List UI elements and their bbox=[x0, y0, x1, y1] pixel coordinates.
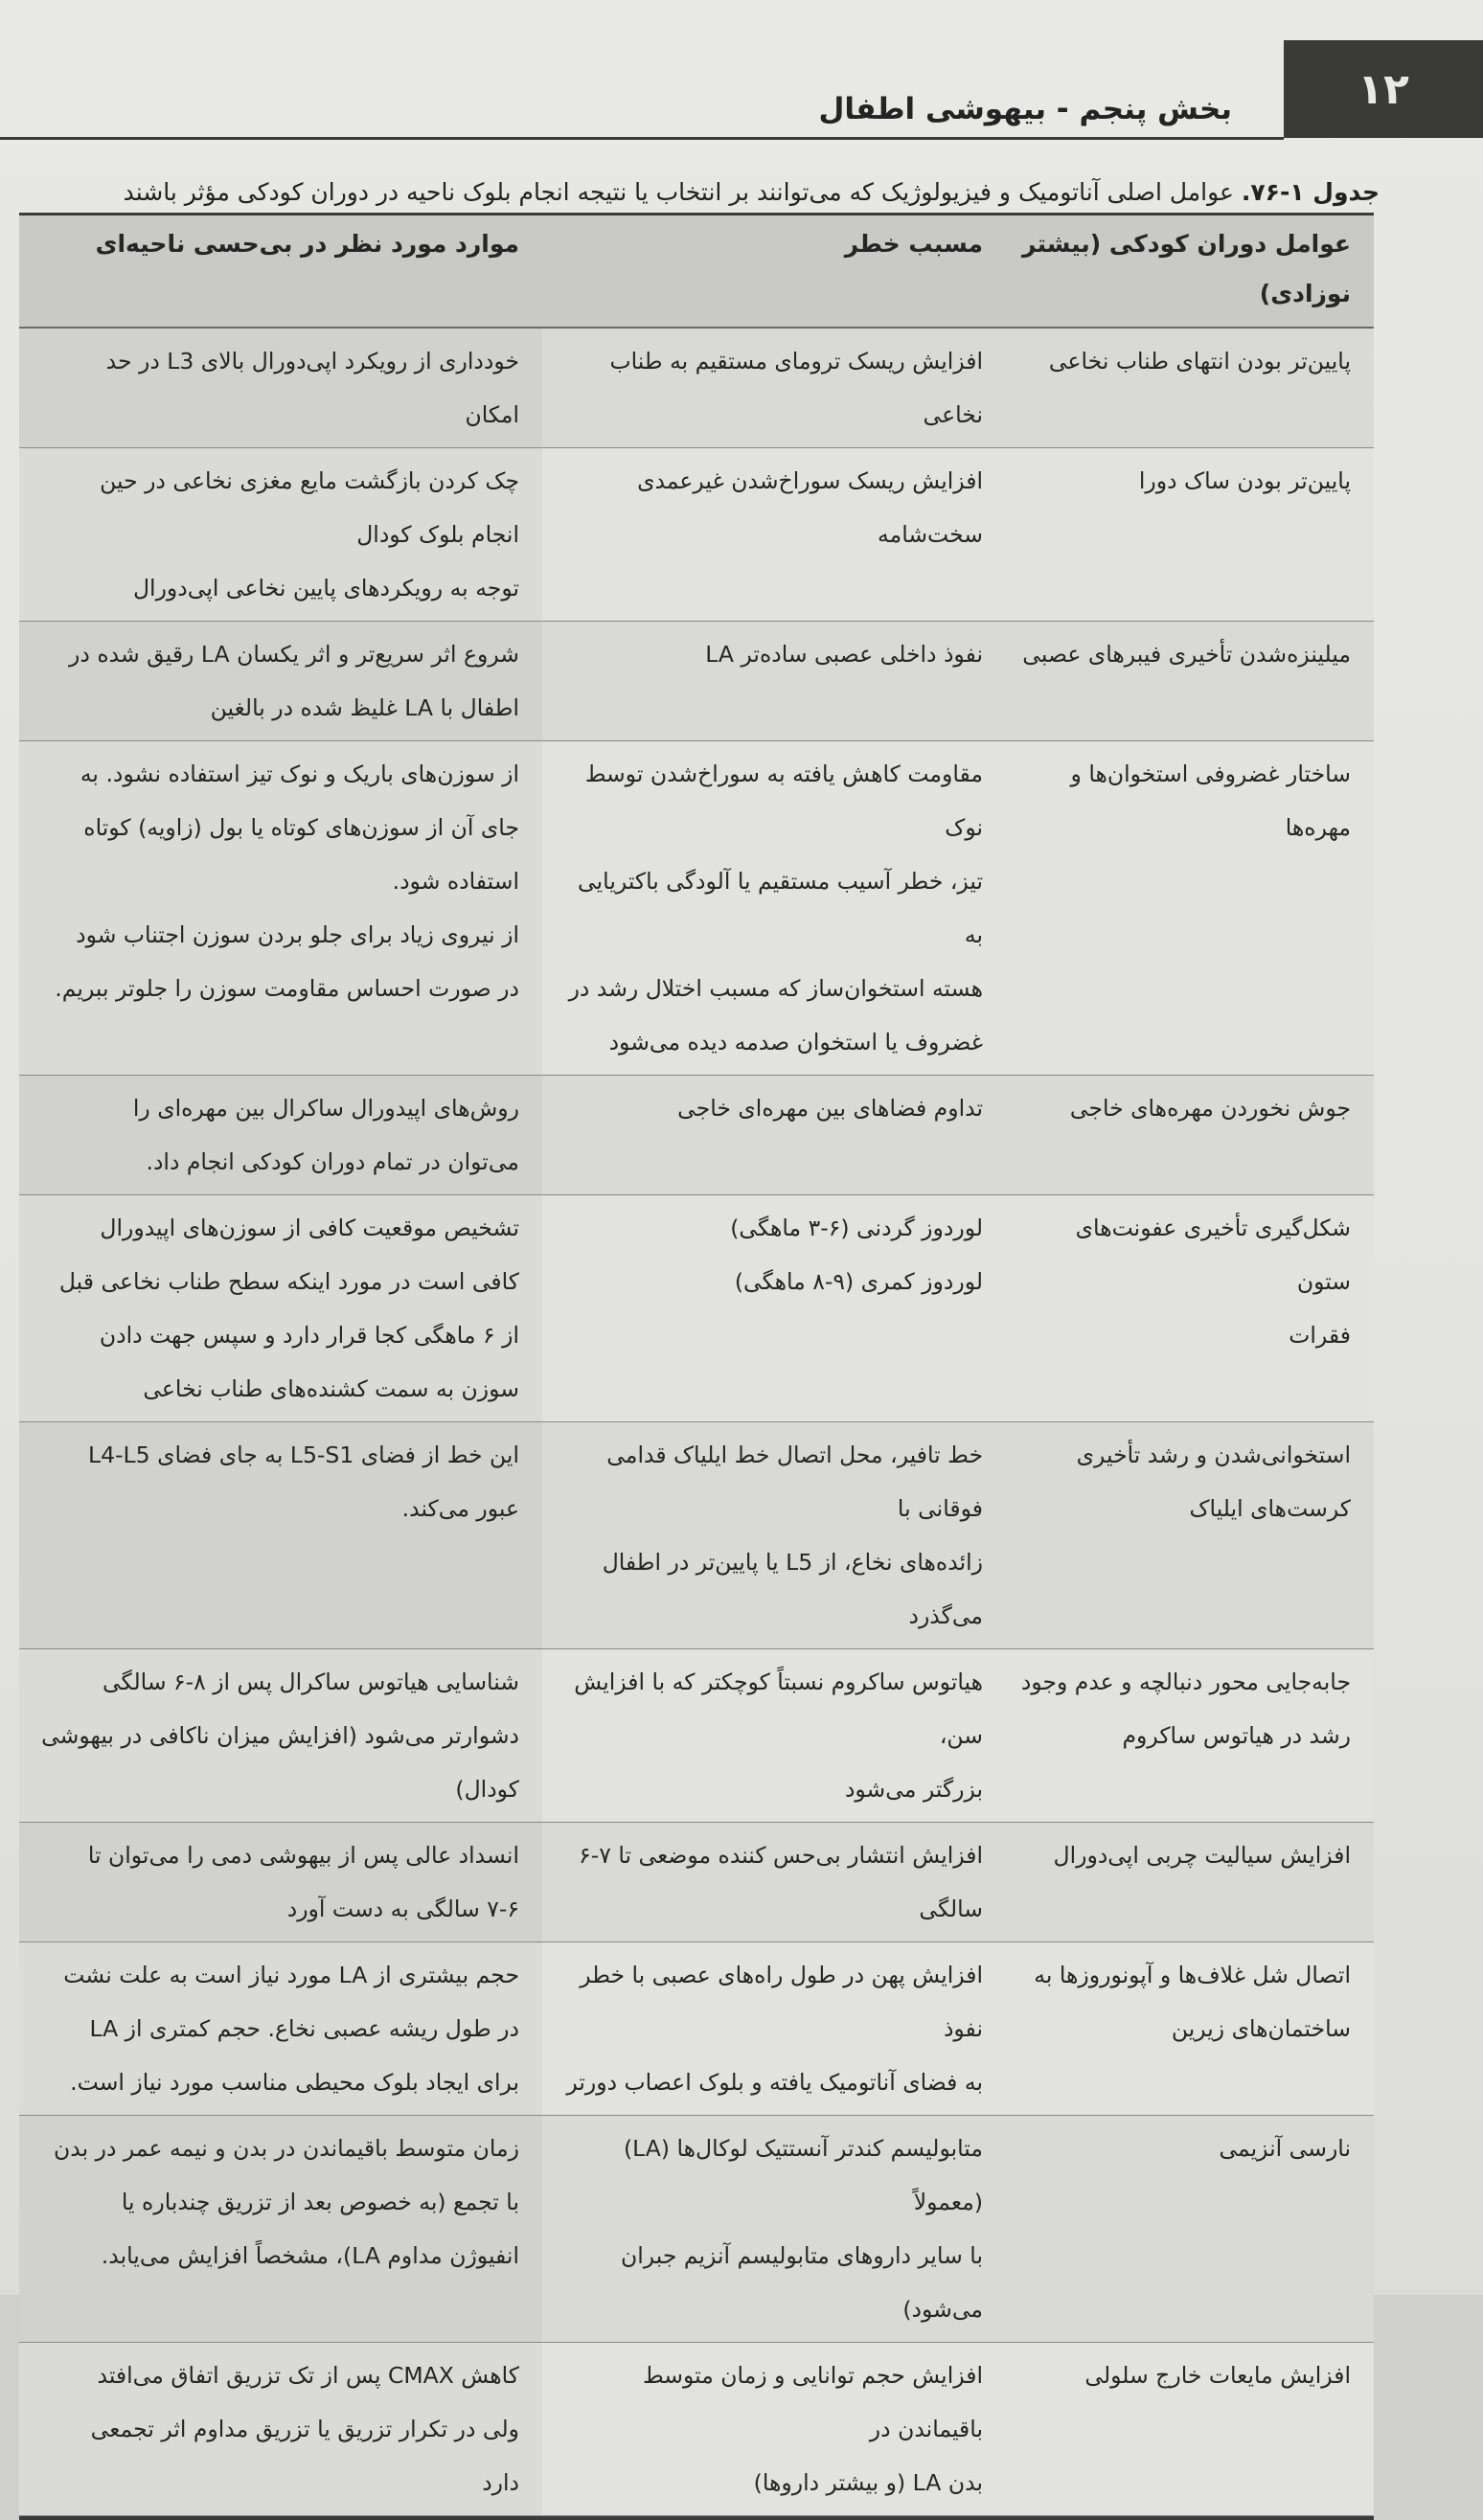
consideration-cell-line: انجام بلوک کودال bbox=[356, 521, 519, 548]
consideration-cell-line: ولی در تکرار تزریق یا تزریق مداوم اثر تجمعی bbox=[90, 2416, 519, 2442]
risk-cell-line: افزایش حجم توانایی و زمان متوسط باقیماندن در bbox=[642, 2362, 983, 2442]
table-header-row bbox=[19, 216, 1374, 328]
risk-cell-line: خط تافیر، محل اتصال خط ایلیاک قدامی فوقانی با bbox=[606, 1442, 983, 1522]
table-row bbox=[19, 741, 1374, 1076]
header-regional-consideration-line: موارد مورد نظر در بی‌حسی ناحیه‌ای bbox=[95, 230, 519, 258]
consideration-cell bbox=[19, 1942, 542, 2116]
risk-cell-line: بدن LA (و بیشتر داروها) bbox=[753, 2469, 983, 2496]
risk-cell-line: تداوم فضاهای بین مهره‌ای خاجی bbox=[677, 1095, 983, 1122]
risk-cell-line: با سایر داروهای متابولیسم آنزیم جبران می‌شود) bbox=[620, 2242, 983, 2323]
consideration-cell-line: امکان bbox=[465, 401, 519, 428]
factor-cell-line: رشد در هیاتوس ساکروم bbox=[1122, 1722, 1351, 1749]
risk-cell bbox=[542, 1942, 1006, 2116]
consideration-cell-line: توجه به رویکردهای پایین نخاعی اپی‌دورال bbox=[132, 575, 519, 602]
risk-cell-line: متابولیسم کندتر آنستتیک لوکال‌ها (LA) (معمولاً bbox=[623, 2135, 983, 2215]
factor-cell-line: میلینزه‌شدن تأخیری فیبرهای عصبی bbox=[1022, 641, 1351, 668]
consideration-cell-line: در طول ریشه عصبی نخاع. حجم کمتری از LA bbox=[89, 2015, 519, 2042]
risk-cell bbox=[542, 448, 1006, 622]
consideration-cell-line: انسداد عالی پس از بیهوشی دمی را می‌توان تا bbox=[87, 1842, 519, 1869]
factor-cell-line: اتصال شل غلاف‌ها و آپونوروزها به bbox=[1034, 1962, 1351, 1988]
factor-cell-line: ساختمان‌های زیرین bbox=[1171, 2015, 1351, 2042]
factor-cell bbox=[1006, 1195, 1374, 1422]
consideration-cell-line: از نیروی زیاد برای جلو بردن سوزن اجتناب شود bbox=[76, 921, 519, 948]
table-row bbox=[19, 1942, 1374, 2116]
consideration-cell-line: دارد bbox=[482, 2469, 519, 2496]
consideration-cell-line: این خط از فضای L5-S1 به جای فضای L4-L5 bbox=[88, 1442, 519, 1468]
consideration-cell-line: شناسایی هیاتوس ساکرال پس از ۸-۶ سالگی bbox=[102, 1669, 519, 1695]
risk-cell-line: نفوذ داخلی عصبی ساده‌تر LA bbox=[705, 641, 983, 668]
table-row bbox=[19, 2343, 1374, 2516]
factor-cell bbox=[1006, 2116, 1374, 2343]
risk-cell-line: هسته استخوان‌ساز که مسبب اختلال رشد در bbox=[568, 975, 983, 1002]
running-title: بخش پنجم - بیهوشی اطفال bbox=[818, 92, 1232, 126]
table-row bbox=[19, 1195, 1374, 1422]
risk-cell bbox=[542, 1649, 1006, 1823]
page-number: ۱۲ bbox=[1284, 40, 1483, 138]
consideration-cell-line: دشوارتر می‌شود (افزایش میزان ناکافی در بیهوشی bbox=[41, 1722, 519, 1749]
risk-cell bbox=[542, 2116, 1006, 2343]
factor-cell-line: نارسی آنزیمی bbox=[1219, 2135, 1351, 2162]
consideration-cell-line: زمان متوسط باقیماندن در بدن و نیمه عمر در بدن bbox=[54, 2135, 519, 2162]
table-caption-text: عوامل اصلی آناتومیک و فیزیولوژیک که می‌توانند بر انتخاب یا نتیجه انجام بلوک ناحیه در دوران کودکی مؤثر باشند bbox=[123, 178, 1234, 206]
header-risk-cause-line: مسبب خطر bbox=[844, 230, 983, 258]
factor-cell bbox=[1006, 2343, 1374, 2516]
factor-cell bbox=[1006, 1649, 1374, 1823]
risk-cell-line: سالگی bbox=[919, 1896, 983, 1922]
factor-cell-line: شکل‌گیری تأخیری عفونت‌های ستون bbox=[1075, 1215, 1351, 1295]
header-childhood-factor-line: نوزادی) bbox=[1259, 280, 1351, 307]
table-row bbox=[19, 622, 1374, 741]
consideration-cell-line: استفاده شود. bbox=[392, 868, 519, 895]
table-row bbox=[19, 448, 1374, 622]
risk-cell-line: زائده‌های نخاع، از L5 یا پایین‌تر در اطفال bbox=[602, 1549, 983, 1576]
header-childhood-factor-line: عوامل دوران کودکی (بیشتر bbox=[1022, 230, 1351, 258]
risk-cell-line: به فضای آناتومیک یافته و بلوک اعصاب دورتر bbox=[566, 2069, 983, 2096]
consideration-cell bbox=[19, 1076, 542, 1195]
consideration-cell-line: چک کردن بازگشت مایع مغزی نخاعی در حین bbox=[100, 467, 519, 494]
risk-cell-line: هیاتوس ساکروم نسبتاً کوچکتر که با افزایش سن، bbox=[574, 1669, 983, 1749]
table-row bbox=[19, 328, 1374, 448]
consideration-cell bbox=[19, 622, 542, 741]
risk-cell bbox=[542, 1076, 1006, 1195]
consideration-cell-line: جای آن از سوزن‌های کوتاه یا بول (زاویه) کوتاه bbox=[83, 814, 519, 841]
risk-cell-line: لوردوز کمری (۹-۸ ماهگی) bbox=[734, 1268, 983, 1295]
factor-cell-line: افزایش سیالیت چربی اپی‌دورال bbox=[1053, 1842, 1351, 1869]
risk-cell-line: می‌گذرد bbox=[908, 1602, 983, 1629]
consideration-cell-line: از سوزن‌های باریک و نوک تیز استفاده نشود. به bbox=[80, 761, 519, 787]
consideration-cell-line: کافی است در مورد اینکه سطح طناب نخاعی قبل bbox=[58, 1268, 519, 1295]
consideration-cell-line: با تجمع (به خصوص بعد از تزریق چندباره یا bbox=[121, 2189, 519, 2215]
factor-cell-line: استخوانی‌شدن و رشد تأخیری bbox=[1076, 1442, 1351, 1468]
consideration-cell-line: عبور می‌کند. bbox=[401, 1495, 519, 1522]
factors-table bbox=[19, 213, 1374, 2520]
consideration-cell-line: تشخیص موقعیت کافی از سوزن‌های اپیدورال bbox=[100, 1215, 519, 1241]
consideration-cell-line: کاهش CMAX پس از تک تزریق اتفاق می‌افتد bbox=[97, 2362, 519, 2389]
factor-cell-line: کرست‌های ایلیاک bbox=[1189, 1495, 1351, 1522]
risk-cell bbox=[542, 328, 1006, 448]
consideration-cell bbox=[19, 328, 542, 448]
factor-cell bbox=[1006, 741, 1374, 1076]
risk-cell-line: افزایش ریسک ترومای مستقیم به طناب نخاعی bbox=[609, 348, 983, 428]
consideration-cell bbox=[19, 1195, 542, 1422]
factor-cell-line: جابه‌جایی محور دنبالچه و عدم وجود bbox=[1020, 1669, 1351, 1695]
header-rule bbox=[0, 137, 1284, 140]
table-row bbox=[19, 1649, 1374, 1823]
consideration-cell-line: برای ایجاد بلوک محیطی مناسب مورد نیاز است. bbox=[70, 2069, 519, 2096]
factor-cell-line: افزایش مایعات خارج سلولی bbox=[1084, 2362, 1351, 2389]
consideration-cell-line: انفیوژن مداوم LA)، مشخصاً افزایش می‌یابد. bbox=[101, 2242, 519, 2269]
risk-cell-line: بزرگتر می‌شود bbox=[844, 1776, 983, 1803]
consideration-cell-line: سوزن به سمت کشنده‌های طناب نخاعی bbox=[143, 1375, 519, 1402]
table-caption-label: جدول ۱-۷۶. bbox=[1241, 178, 1380, 206]
risk-cell bbox=[542, 2343, 1006, 2516]
consideration-cell bbox=[19, 2343, 542, 2516]
factor-cell-line: پایین‌تر بودن انتهای طناب نخاعی bbox=[1048, 348, 1351, 375]
header-regional-consideration bbox=[19, 216, 542, 328]
table-row bbox=[19, 2116, 1374, 2343]
table-row bbox=[19, 1422, 1374, 1649]
table-row bbox=[19, 1076, 1374, 1195]
consideration-cell bbox=[19, 1823, 542, 1942]
consideration-cell bbox=[19, 1422, 542, 1649]
factor-cell bbox=[1006, 1076, 1374, 1195]
consideration-cell-line: می‌توان در تمام دوران کودکی انجام داد. bbox=[146, 1148, 519, 1175]
consideration-cell-line: کودال) bbox=[455, 1776, 519, 1803]
consideration-cell-line: ۷-۶ سالگی به دست آورد bbox=[286, 1896, 519, 1922]
factor-cell-line: پایین‌تر بودن ساک دورا bbox=[1138, 467, 1351, 494]
factor-cell bbox=[1006, 622, 1374, 741]
risk-cell-line: مقاومت کاهش یافته به سوراخ‌شدن توسط نوک bbox=[584, 761, 983, 841]
risk-cell-line: تیز، خطر آسیب مستقیم یا آلودگی باکتریایی به bbox=[578, 868, 983, 948]
consideration-cell-line: شروع اثر سریع‌تر و اثر یکسان LA رقیق شده در bbox=[69, 641, 519, 668]
risk-cell-line: افزایش ریسک سوراخ‌شدن غیرعمدی bbox=[637, 467, 983, 494]
consideration-cell-line: از ۶ ماهگی کجا قرار دارد و سپس جهت دادن bbox=[99, 1322, 519, 1349]
factor-cell bbox=[1006, 1823, 1374, 1942]
table-row bbox=[19, 1823, 1374, 1942]
consideration-cell-line: روش‌های اپیدورال ساکرال بین مهره‌ای را bbox=[132, 1095, 519, 1122]
consideration-cell-line: در صورت احساس مقاومت سوزن را جلوتر ببریم. bbox=[55, 975, 519, 1002]
risk-cell-line: افزایش پهن در طول راه‌های عصبی با خطر نفوذ bbox=[580, 1962, 983, 2042]
risk-cell-line: افزایش انتشار بی‌حس کننده موضعی تا ۷-۶ bbox=[579, 1842, 983, 1869]
consideration-cell bbox=[19, 1649, 542, 1823]
risk-cell bbox=[542, 1422, 1006, 1649]
header-childhood-factor bbox=[1006, 216, 1374, 328]
factor-cell bbox=[1006, 448, 1374, 622]
consideration-cell bbox=[19, 448, 542, 622]
risk-cell bbox=[542, 1195, 1006, 1422]
factor-cell bbox=[1006, 1942, 1374, 2116]
consideration-cell-line: حجم بیشتری از LA مورد نیاز است به علت نشت bbox=[63, 1962, 519, 1988]
risk-cell bbox=[542, 741, 1006, 1076]
risk-cell-line: لوردوز گردنی (۶-۳ ماهگی) bbox=[730, 1215, 983, 1241]
risk-cell-line: غضروف یا استخوان صدمه دیده می‌شود bbox=[608, 1029, 983, 1056]
consideration-cell bbox=[19, 741, 542, 1076]
table-caption bbox=[57, 178, 1380, 206]
factor-cell-line: فقرات bbox=[1289, 1322, 1351, 1349]
factor-cell-line: جوش نخوردن مهره‌های خاجی bbox=[1069, 1095, 1351, 1122]
risk-cell bbox=[542, 622, 1006, 741]
table-body bbox=[19, 328, 1374, 2516]
consideration-cell bbox=[19, 2116, 542, 2343]
header-risk-cause bbox=[542, 216, 1006, 328]
risk-cell bbox=[542, 1823, 1006, 1942]
consideration-cell-line: خودداری از رویکرد اپی‌دورال بالای L3 در حد bbox=[105, 348, 519, 375]
factor-cell-line: ساختار غضروفی استخوان‌ها و مهره‌ها bbox=[1070, 761, 1351, 841]
risk-cell-line: سخت‌شامه bbox=[878, 521, 983, 548]
factor-cell bbox=[1006, 1422, 1374, 1649]
factor-cell bbox=[1006, 328, 1374, 448]
consideration-cell-line: اطفال با LA غلیظ شده در بالغین bbox=[210, 694, 519, 721]
